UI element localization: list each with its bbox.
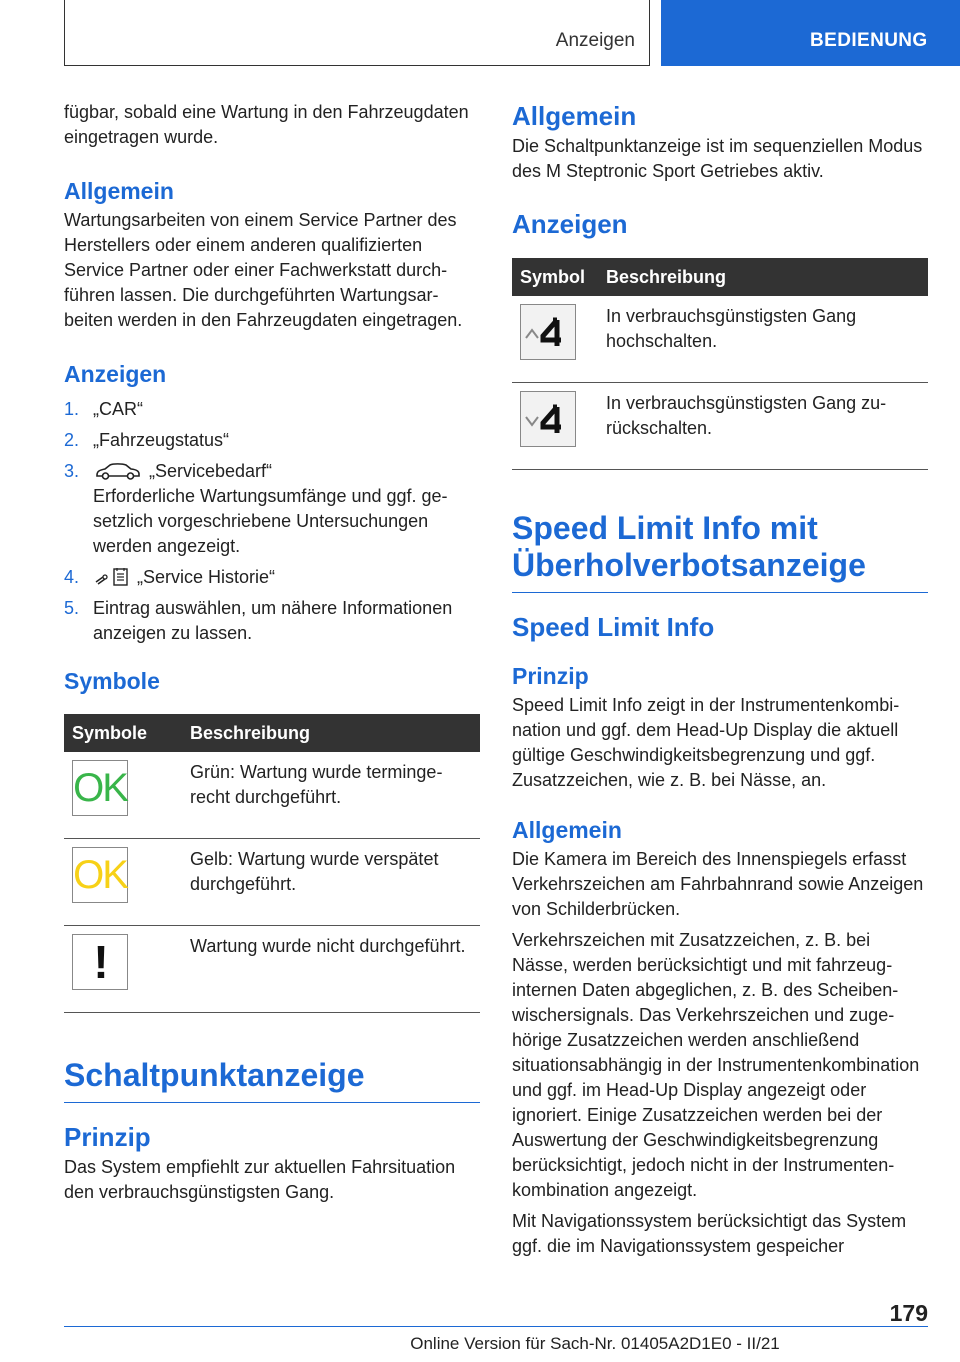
column-header: Beschreibung: [598, 258, 928, 296]
step-number: 1.: [64, 399, 80, 419]
intro-text: fügbar, sobald eine Wartung in den Fahrzeugdaten eingetragen wurde.: [64, 102, 469, 147]
page-number: 179: [889, 1300, 928, 1326]
list-item: [64, 459, 480, 559]
symbol-cell: [64, 839, 182, 926]
header-chapter-box: [661, 0, 960, 66]
table-header-row: [64, 714, 480, 752]
list-item: [64, 565, 480, 590]
heading-symbole: Symbole: [64, 668, 160, 694]
heading-allgemein-right: Allgemein: [512, 101, 637, 131]
column-header: Symbole: [64, 714, 182, 752]
heading-allgemein-right-2: Allgemein: [512, 817, 622, 843]
step-text: „CAR“: [93, 399, 143, 419]
prinzip-right-text: Speed Limit Info zeigt in der Instrumentenkombination und ggf. dem Head-Up Display die aktuell gültige Geschwindigkeitsbegrenzung und ggf. Zusatzzeichen, wie z. B. bei Nässe, an.: [512, 695, 900, 790]
steps-list: [64, 397, 480, 646]
allgemein2-text-1: Die Kamera im Bereich des Innenspiegels erfasst Verkehrszeichen am Fahrbahnrand sowie Anzeigen von Schilderbrücken.: [512, 849, 924, 919]
upshift-gear-4-icon: [520, 304, 576, 360]
exclamation-icon: !: [72, 934, 128, 990]
service-history-icon: [95, 567, 129, 587]
header-section-box: [64, 0, 650, 66]
list-item: [64, 397, 480, 422]
heading-anzeigen: Anzeigen: [64, 361, 167, 387]
step-text: „Servicebedarf“: [149, 461, 273, 481]
header-chapter-title: BEDIENUNG: [810, 30, 928, 51]
downshift-gear-4-icon: [520, 391, 576, 447]
step-number: 4.: [64, 567, 80, 587]
table-row: [512, 383, 928, 470]
symbol-cell: [512, 296, 598, 383]
table-row: [512, 296, 928, 383]
header-section-title: Anzeigen: [555, 30, 635, 51]
step-number: 3.: [64, 461, 80, 481]
footer-divider: [64, 1326, 928, 1327]
symbol-cell: [512, 383, 598, 470]
heading-prinzip: Prinzip: [64, 1122, 151, 1152]
ok-green-icon: OK: [72, 760, 128, 816]
table-row: [64, 839, 480, 926]
list-item: [64, 596, 480, 646]
step-number: 2.: [64, 430, 80, 450]
symbols-table: [64, 714, 480, 1013]
footer-text: Online Version für Sach-Nr. 01405A2D1E0 - II/21: [410, 1334, 780, 1353]
table-header-row: [512, 258, 928, 296]
description-cell: Grün: Wartung wurde termingerecht durchgeführt.: [182, 752, 480, 839]
symbol-cell: [64, 926, 182, 1013]
description-cell: Wartung wurde nicht durchgeführt.: [182, 926, 480, 1013]
shift-symbols-table: [512, 258, 928, 470]
car-outline-icon: [95, 462, 141, 480]
description-cell: In verbrauchsgünstigsten Gang hochschalten.: [598, 296, 928, 383]
heading-allgemein: Allgemein: [64, 178, 174, 204]
symbol-cell: [64, 752, 182, 839]
description-cell: In verbrauchsgünstigsten Gang zurückschalten.: [598, 383, 928, 470]
step-number: 5.: [64, 598, 80, 618]
left-column: [64, 100, 480, 1205]
heading-speed-limit-info-sub: Speed Limit Info: [512, 612, 715, 642]
allgemein-right-text: Die Schaltpunktanzeige ist im sequenziellen Modus des M Steptronic Sport Getriebes aktiv.: [512, 136, 923, 181]
step-text: „Service Historie“: [137, 567, 276, 587]
column-header: Symbol: [512, 258, 598, 296]
step-text: „Fahrzeugstatus“: [93, 430, 230, 450]
right-column: [512, 100, 928, 1259]
heading-prinzip-right: Prinzip: [512, 663, 589, 689]
column-header: Beschreibung: [182, 714, 480, 752]
list-item: [64, 428, 480, 453]
table-row: [64, 752, 480, 839]
table-row: [64, 926, 480, 1013]
heading-anzeigen-right: Anzeigen: [512, 209, 628, 239]
heading-speed-limit-info: Speed Limit Info mit Überholverbotsanzeige: [512, 510, 928, 593]
ok-yellow-icon: OK: [72, 847, 128, 903]
step-extra-text: Erforderliche Wartungsumfänge und ggf. gesetzlich vorgeschriebene Untersuchungen werden angezeigt.: [93, 486, 448, 556]
description-cell: Gelb: Wartung wurde verspätet durchgeführt.: [182, 839, 480, 926]
allgemein2-text-2: Verkehrszeichen mit Zusatzzeichen, z. B. bei Nässe, werden berücksichtigt und mit fahrzeuginternen Daten abgeglichen, z. B. des Scheibenwischersignals. Das Verkehrszeichen und zugehörige Zusatzzeichen werden anschließend situationsabhängig in der Instrumentenkombination und ggf. im Head-Up Display angezeigt oder ignoriert. Einige Zusatzzeichen werden bei der Auswertung der Geschwindigkeitsbegrenzung berücksichtigt, jedoch nicht in der Instrumentenkombination angezeigt.: [512, 930, 920, 1200]
heading-schaltpunktanzeige: Schaltpunktanzeige: [64, 1057, 480, 1103]
allgemein2-text-3: Mit Navigationssystem berücksichtigt das System ggf. die im Navigationssystem gespeicher: [512, 1211, 907, 1256]
step-text: Eintrag auswählen, um nähere Informationen anzeigen zu lassen.: [93, 598, 453, 643]
allgemein-text: Wartungsarbeiten von einem Service Partner des Herstellers oder einem anderen qualifizierten Service Partner oder einer Fachwerkstatt durchführen lassen. Die durchgeführten Wartungsarbeiten werden in den Fahrzeugdaten eingetragen.: [64, 210, 463, 330]
prinzip-text: Das System empfiehlt zur aktuellen Fahrsituation den verbrauchsgünstigsten Gang.: [64, 1157, 456, 1202]
